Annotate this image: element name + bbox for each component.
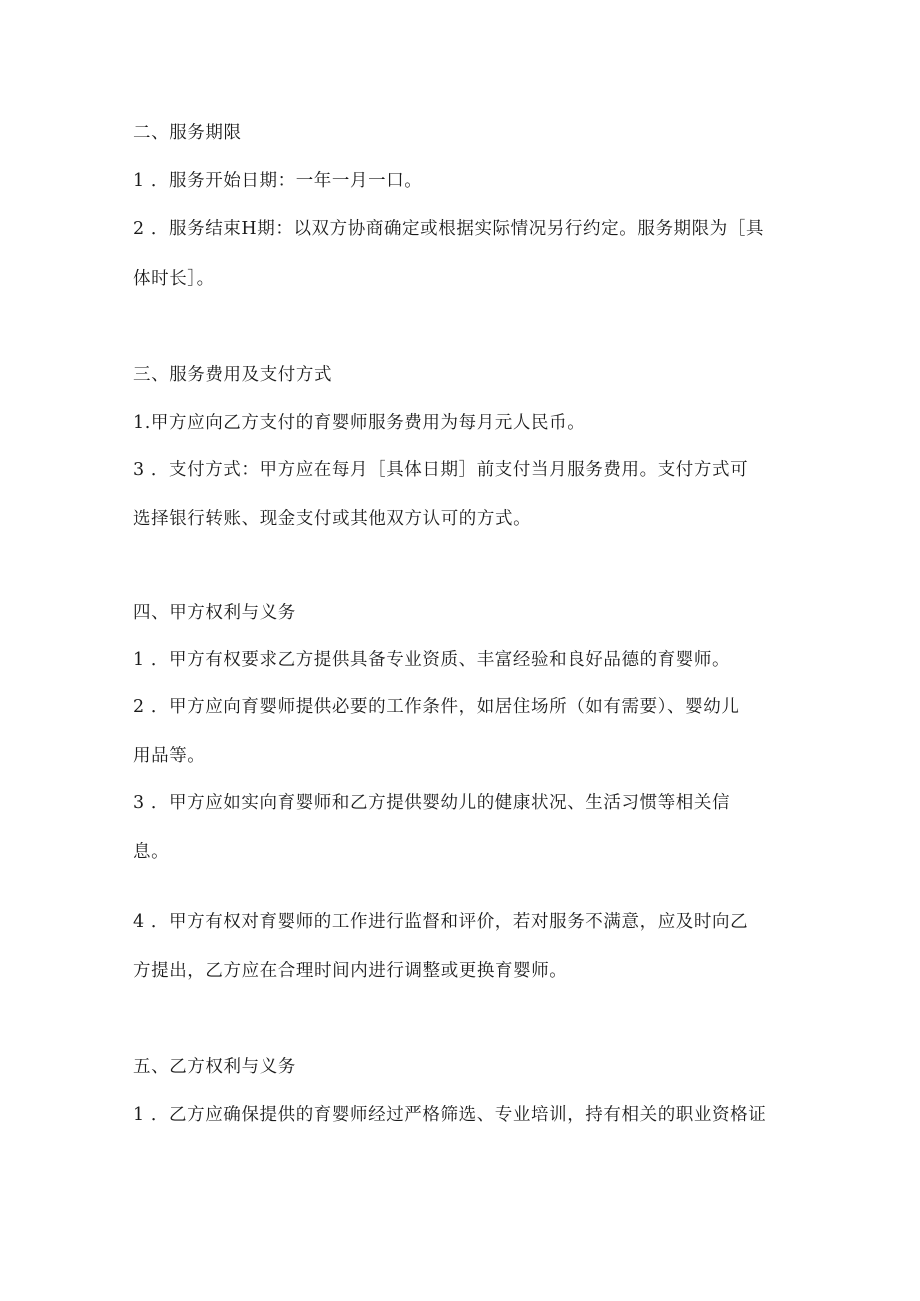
section-heading: 二、服务期限 (133, 123, 242, 143)
paragraph-line: 3 ．支付方式：甲方应在每月［具体日期］前支付当月服务费用。支付方式可 (133, 460, 749, 480)
paragraph-line: 4 ．甲方有权对育婴师的工作进行监督和评价，若对服务不满意，应及时向乙 (133, 912, 749, 932)
section-heading: 四、甲方权利与义务 (133, 603, 296, 623)
paragraph-line: 2 ．甲方应向育婴师提供必要的工作条件，如居住场所（如有需要）、婴幼儿 (133, 697, 740, 717)
paragraph-line: 1.甲方应向乙方支付的育婴师服务费用为每月元人民币。 (133, 413, 586, 433)
paragraph-line: 用品等。 (133, 746, 206, 766)
paragraph-line: 3 ．甲方应如实向育婴师和乙方提供婴幼儿的健康状况、生活习惯等相关信 (133, 793, 731, 813)
section-heading: 五、乙方权利与义务 (133, 1057, 296, 1077)
section-heading: 三、服务费用及支付方式 (133, 365, 333, 385)
paragraph-line: 选择银行转账、现金支付或其他双方认可的方式。 (133, 509, 532, 529)
paragraph-line: 1 ．乙方应确保提供的育婴师经过严格筛选、专业培训，持有相关的职业资格证 (133, 1105, 767, 1125)
paragraph-line: 体时长］。 (133, 269, 215, 289)
paragraph-line: 息。 (133, 842, 170, 862)
paragraph-line: 方提出，乙方应在合理时间内进行调整或更换育婴师。 (133, 961, 568, 981)
paragraph-line: 1 ．服务开始日期：一年一月一口。 (133, 171, 423, 191)
paragraph-line: 1 ．甲方有权要求乙方提供具备专业资质、丰富经验和良好品德的育婴师。 (133, 650, 731, 670)
paragraph-line: 2 ．服务结束H期：以双方协商确定或根据实际情况另行约定。服务期限为［具 (133, 219, 765, 239)
